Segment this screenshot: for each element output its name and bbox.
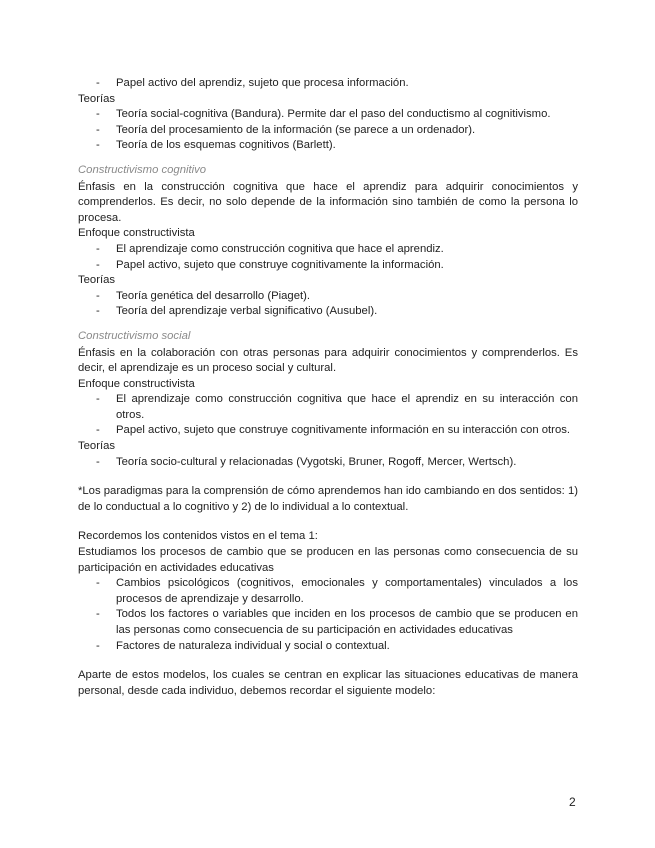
teorias-label: Teorías: [78, 440, 116, 453]
social-enfoque-list: [78, 392, 578, 439]
list-item: - Teoría de los esquemas cognitivos (Barlett).: [96, 139, 336, 152]
recap-intro: Recordemos los contenidos vistos en el tema 1:: [78, 530, 318, 543]
list-item: - Papel activo, sujeto que construye cognitivamente la información.: [96, 258, 444, 271]
list-item: - Papel activo del aprendiz, sujeto que procesa información.: [96, 77, 409, 89]
teorias-label: Teorías: [78, 92, 116, 105]
social-teorias-list: [78, 455, 578, 471]
paragraph-social: Énfasis en la colaboración con otras personas para adquirir conocimientos y comprenderlos. Es decir, el aprendizaje es un proceso social y cultural.: [78, 346, 578, 375]
list-item: - Teoría genética del desarrollo (Piaget).: [96, 289, 311, 302]
teorias-label: Teorías: [78, 274, 116, 287]
recap-summary: Estudiamos los procesos de cambio que se producen en las personas como consecuencia de su participación en actividades educativas: [78, 546, 578, 574]
enfoque-label: Enfoque constructivista: [78, 377, 195, 390]
section-heading-cognitivo: Constructivismo cognitivo: [78, 163, 207, 176]
list-item: - El aprendizaje como construcción cognitiva que hace el aprendiz.: [96, 242, 444, 255]
list-item: - Teoría social-cognitiva (Bandura). Permite dar el paso del conductismo al cognitivismo.: [96, 108, 551, 121]
list-item: - Cambios psicológicos (cognitivos, emocionales y comportamentales) vinculados a los procesos de aprendizaje y desarrollo.: [96, 577, 578, 605]
list-item: - Teoría del procesamiento de la información (se parece a un ordenador).: [96, 123, 476, 136]
recap-list: [78, 576, 578, 654]
block1-list: [78, 76, 578, 92]
spacer: [78, 470, 578, 484]
list-item: - Teoría del aprendizaje verbal significativo (Ausubel).: [96, 305, 378, 318]
section-heading-social: Constructivismo social: [78, 329, 191, 342]
block1-teorias-list: [78, 107, 578, 154]
cognitivo-enfoque-list: [78, 242, 578, 273]
enfoque-label: Enfoque constructivista: [78, 227, 195, 240]
page-number: 2: [569, 795, 576, 809]
list-item: - Todos los factores o variables que inciden en los procesos de cambio que se producen en las personas como consecuencia de su participación en actividades educativas: [96, 608, 578, 636]
cognitivo-teorias-list: [78, 289, 578, 320]
paradigm-note: *Los paradigmas para la comprensión de cómo aprendemos han ido cambiando en dos sentidos: 1) de lo conductual a lo cognitivo y 2) de lo individual a lo contextual.: [78, 485, 578, 513]
closing-paragraph: Aparte de estos modelos, los cuales se centran en explicar las situaciones educativas de manera personal, desde cada individuo, debemos recordar el siguiente modelo:: [78, 669, 578, 697]
spacer: [78, 515, 578, 529]
list-item: - Teoría socio-cultural y relacionadas (Vygotski, Bruner, Rogoff, Mercer, Wertsch).: [96, 455, 517, 468]
list-item: - Factores de naturaleza individual y social o contextual.: [96, 639, 390, 652]
list-item: - El aprendizaje como construcción cognitiva que hace el aprendiz en su interacción con otros.: [96, 393, 578, 421]
paragraph-cognitivo: Énfasis en la construcción cognitiva que hace el aprendiz para adquirir conocimientos y comprenderlos. Es decir, no solo depende de la información sino también de como la persona lo procesa.: [78, 180, 578, 224]
document-page: [78, 76, 578, 699]
spacer: [78, 654, 578, 668]
list-item: - Papel activo, sujeto que construye cognitivamente información en su interacción con otros.: [96, 424, 571, 437]
